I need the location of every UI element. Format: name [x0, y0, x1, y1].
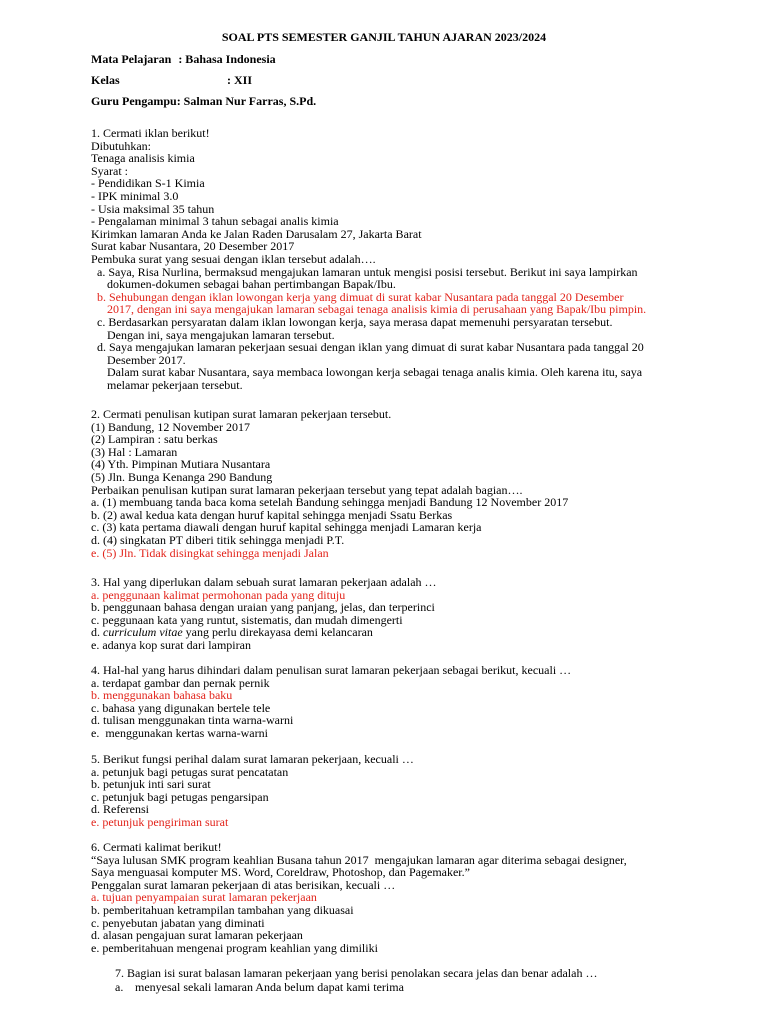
option-d-cont: Desember 2017.: [107, 352, 186, 367]
option-a-answer: a. tujuan penyampaian surat lamaran pekerjaan: [91, 890, 317, 905]
question-prompt: 3. Hal yang diperlukan dalam sebuah surat lamaran pekerjaan adalah …: [91, 575, 437, 589]
question-4: [91, 664, 691, 740]
option-a-answer: a. penggunaan kalimat permohonan pada yang dituju: [91, 587, 346, 602]
option-e-answer: e. (5) Jln. Tidak disingkat sehingga menjadi Jalan: [91, 545, 329, 560]
question-3: [91, 576, 691, 652]
question-1: [91, 127, 691, 391]
option-a: a. petunjuk bagi petugas surat pencatatan: [91, 764, 289, 779]
option-c: c. penyebutan jabatan yang diminati: [91, 915, 265, 930]
option-b-answer: b. menggunakan bahasa baku: [91, 688, 233, 703]
option-a-letter: a.: [115, 979, 124, 994]
option-a-text: menyesal sekali lamaran Anda belum dapat kami terima: [135, 979, 404, 994]
ad-line: Tenaga analisis kimia: [91, 151, 195, 166]
quote-line: (3) Hal : Lamaran: [91, 444, 178, 459]
option-d-rest: yang perlu direkayasa demi kelancaran: [182, 625, 373, 640]
option-d: d. tulisan menggunakan tinta warna-warni: [91, 713, 294, 728]
quote-line: “Saya lulusan SMK program keahlian Busana tahun 2017 mengajukan lamaran agar diterima sebagai designer,: [91, 852, 627, 867]
option-c: c. peggunaan kata yang runtut, sistematis, dan mudah dimengerti: [91, 612, 403, 627]
option-b: b. (2) awal kedua kata dengan huruf kapital sehingga menjadi Ssatu Berkas: [91, 507, 453, 522]
option-d: d. (4) singkatan PT diberi titik sehingga menjadi P.T.: [91, 532, 345, 547]
option-a: [115, 981, 715, 994]
question-2: [91, 408, 691, 559]
ad-line: - Pengalaman minimal 3 tahun sebagai analis kimia: [91, 214, 339, 229]
question-6: [91, 841, 691, 954]
quote-line: (4) Yth. Pimpinan Mutiara Nusantara: [91, 457, 271, 472]
option-c-cont: Dengan ini, saya mengajukan lamaran tersebut.: [107, 327, 335, 342]
question-text: Pembuka surat yang sesuai dengan iklan tersebut adalah….: [91, 251, 376, 266]
option-a: a. (1) membuang tanda baca koma setelah Bandung sehingga menjadi Bandung 12 November 2017: [91, 495, 569, 510]
question-prompt: 6. Cermati kalimat berikut!: [91, 840, 222, 854]
option-d: d. Saya mengajukan lamaran pekerjaan sesuai dengan iklan yang dimuat di surat kabar Nusantara pada tanggal 20: [97, 340, 644, 355]
question-prompt: 1. Cermati iklan berikut!: [91, 126, 210, 140]
teacher-value: : Salman Nur Farras, S.Pd.: [176, 94, 317, 108]
option-c: c. Berdasarkan persyaratan dalam iklan lowongan kerja, saya merasa dapat memenuhi persyaratan tersebut.: [97, 314, 613, 329]
ad-line: - Usia maksimal 35 tahun: [91, 201, 215, 216]
question-prompt: 5. Berikut fungsi perihal dalam surat lamaran pekerjaan, kecuali …: [91, 752, 414, 766]
option-e-answer: e. petunjuk pengiriman surat: [91, 814, 229, 829]
question-prompt: 4. Hal-hal yang harus dihindari dalam penulisan surat lamaran pekerjaan sebagai berikut, kecuali …: [91, 663, 572, 677]
ad-line: Surat kabar Nusantara, 20 Desember 2017: [91, 239, 295, 254]
quote-line: (1) Bandung, 12 November 2017: [91, 419, 250, 434]
subject-row: [91, 52, 276, 67]
option-b: b. penggunaan bahasa dengan uraian yang panjang, jelas, dan terperinci: [91, 600, 435, 615]
option-e: e. adanya kop surat dari lampiran: [91, 637, 251, 652]
option-b: b. petunjuk inti sari surat: [91, 777, 211, 792]
option-d: d. alasan pengajuan surat lamaran pekerjaan: [91, 928, 303, 943]
ad-line: - Pendidikan S-1 Kimia: [91, 176, 205, 191]
option-a: a. Saya, Risa Nurlina, bermaksud mengajukan lamaran untuk mengisi posisi tersebut. Berikut ini saya lampirkan: [97, 264, 638, 279]
option-c: c. petunjuk bagi petugas pengarsipan: [91, 789, 269, 804]
question-prompt: 7. Bagian isi surat balasan lamaran pekerjaan yang berisi penolakan secara jelas dan benar adalah …: [115, 966, 598, 980]
ad-line: Syarat :: [91, 163, 128, 178]
question-prompt: 2. Cermati penulisan kutipan surat lamaran pekerjaan tersebut.: [91, 407, 392, 421]
option-d: d. Referensi: [91, 802, 149, 817]
option-b-cont: 2017, dengan ini saya mengajukan lamaran sebagai tenaga analisis kimia di perusahaan yang Bapak/Ibu pimpin.: [107, 302, 647, 317]
option-c: c. (3) kata pertama diawali dengan huruf kapital sehingga menjadi Lamaran kerja: [91, 520, 482, 535]
option-d-cont: Dalam surat kabar Nusantara, saya membaca lowongan kerja sebagai tenaga analis kimia. Oleh karena itu, saya: [107, 365, 643, 380]
question-text: Perbaikan penulisan kutipan surat lamaran pekerjaan tersebut yang tepat adalah bagian….: [91, 482, 523, 497]
option-b: b. pemberitahuan ketrampilan tambahan yang dikuasai: [91, 902, 354, 917]
option-c: c. bahasa yang digunakan bertele tele: [91, 700, 271, 715]
teacher-row: [91, 94, 316, 109]
question-5: [91, 753, 691, 829]
option-e: e. pemberitahuan mengenai program keahlian yang dimiliki: [91, 940, 378, 955]
option-a: a. terdapat gambar dan pernak pernik: [91, 675, 270, 690]
option-e: e. menggunakan kertas warna-warni: [91, 725, 268, 740]
option-d-letter: d.: [91, 625, 103, 640]
ad-line: - IPK minimal 3.0: [91, 188, 179, 203]
quote-line: (5) Jln. Bunga Kenanga 290 Bandung: [91, 469, 273, 484]
quote-line: Saya menguasai komputer MS. Word, Coreldraw, Photoshop, dan Pagemaker.”: [91, 865, 470, 880]
ad-line: Dibutuhkan:: [91, 138, 151, 153]
option-a-cont: dokumen-dokumen sebagai bahan pertimbangan Bapak/Ibu.: [107, 277, 396, 292]
option-b-answer: b. Sehubungan dengan iklan lowongan kerja yang dimuat di surat kabar Nusantara pada tanggal 20 Desember: [97, 289, 624, 304]
option-d-italic: curriculum vitae: [103, 625, 183, 640]
class-value: : XII: [227, 73, 253, 87]
ad-line: Kirimkan lamaran Anda ke Jalan Raden Darusalam 27, Jakarta Barat: [91, 226, 422, 241]
option-d-cont: melamar pekerjaan tersebut.: [107, 377, 243, 392]
teacher-label: Guru Pengampu: [91, 94, 177, 108]
subject-label: Mata Pelajaran: [91, 52, 172, 66]
quote-line: (2) Lampiran : satu berkas: [91, 432, 218, 447]
question-text: Penggalan surat lamaran pekerjaan di atas berisikan, kecuali …: [91, 877, 396, 892]
class-label: Kelas: [91, 73, 120, 87]
subject-value: : Bahasa Indonesia: [178, 52, 276, 66]
question-7: [115, 967, 715, 993]
class-row: [91, 73, 252, 88]
page-title: SOAL PTS SEMESTER GANJIL TAHUN AJARAN 2023/2024: [221, 30, 547, 44]
